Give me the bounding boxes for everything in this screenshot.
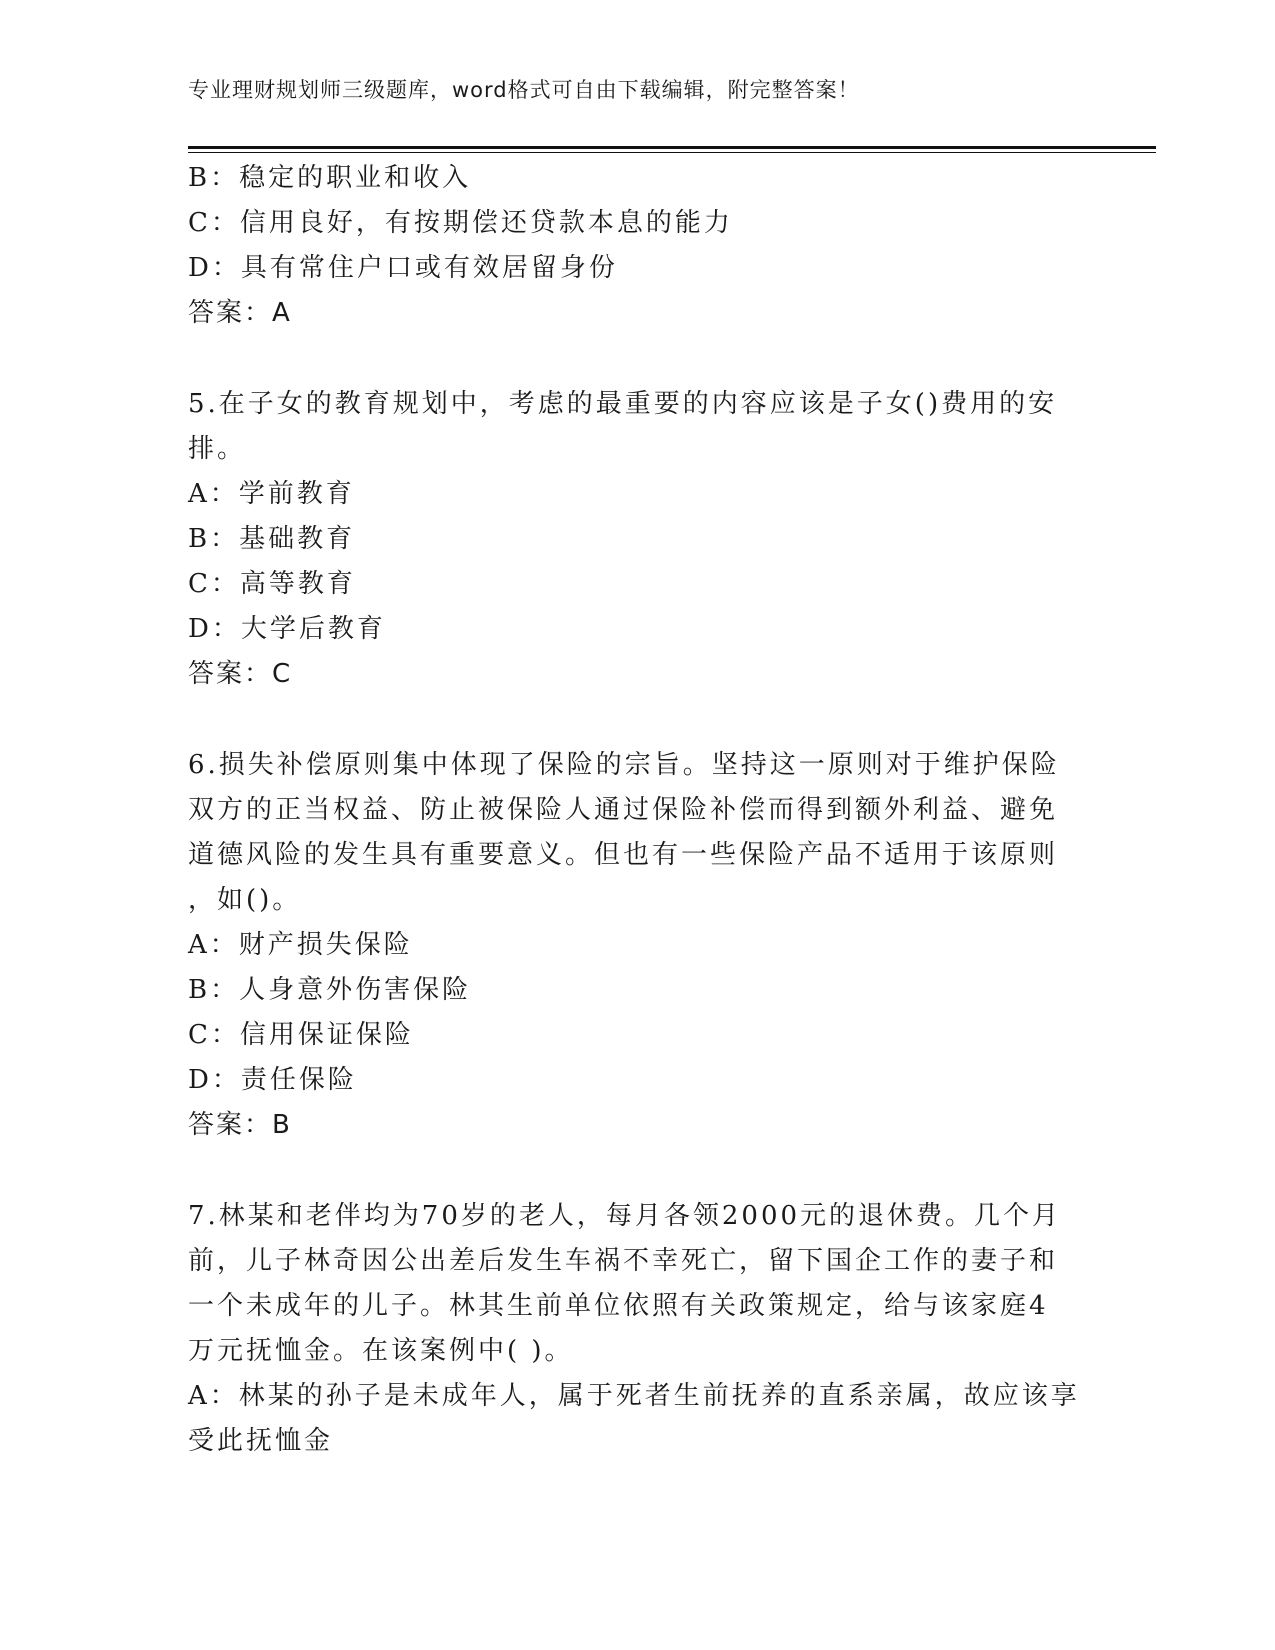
option-c: C：信用良好，有按期偿还贷款本息的能力: [188, 208, 733, 238]
question-stem: [188, 382, 1068, 472]
spacer: [188, 697, 1068, 743]
option-a: A：财产损失保险: [188, 930, 413, 960]
answer: 答案：C: [188, 659, 293, 689]
option-b: B：人身意外伤害保险: [188, 975, 472, 1005]
option-d: D：具有常住户口或有效居留身份: [188, 253, 618, 283]
stem-line: 6.损失补偿原则集中体现了保险的宗旨。坚持这一原则对于维护保险: [188, 750, 1060, 780]
stem-line: 5.在子女的教育规划中，考虑的最重要的内容应该是子女()费用的安: [188, 389, 1058, 419]
option-a-continued: 受此抚恤金: [188, 1426, 334, 1456]
stem-line: 双方的正当权益、防止被保险人通过保险补偿而得到额外利益、避免: [188, 795, 1059, 825]
stem-line: ，如()。: [188, 885, 302, 915]
question-6: [188, 743, 1068, 1148]
question-7: [188, 1194, 1080, 1464]
stem-line: 万元抚恤金。在该案例中( )。: [188, 1336, 574, 1366]
stem-line: 排。: [188, 434, 247, 464]
option-b: B：稳定的职业和收入: [188, 163, 472, 193]
option-d: D：责任保险: [188, 1065, 357, 1095]
stem-line: 前，儿子林奇因公出差后发生车祸不幸死亡，留下国企工作的妻子和: [188, 1246, 1059, 1276]
option-c: C：高等教育: [188, 569, 356, 599]
question-5: [188, 382, 1068, 697]
header-rule-thin: [188, 152, 1156, 153]
stem-line: 7.林某和老伴均为70岁的老人，每月各领2000元的退休费。几个月: [188, 1201, 1062, 1231]
document-body: [188, 156, 1080, 1464]
question-stem: [188, 743, 1068, 923]
option-c: C：信用保证保险: [188, 1020, 414, 1050]
question-stem: [188, 1194, 1068, 1374]
answer: 答案：A: [188, 298, 292, 328]
option-b: B：基础教育: [188, 524, 356, 554]
page-header: 专业理财规划师三级题库，word格式可自由下载编辑，附完整答案！: [188, 78, 860, 102]
header-rule-thick: [188, 146, 1156, 149]
answer: 答案：B: [188, 1110, 292, 1140]
option-a: A：学前教育: [188, 479, 355, 509]
stem-line: 道德风险的发生具有重要意义。但也有一些保险产品不适用于该原则: [188, 840, 1059, 870]
option-a: A：林某的孙子是未成年人，属于死者生前抚养的直系亲属，故应该享: [188, 1381, 1080, 1411]
spacer: [188, 336, 1068, 382]
stem-line: 一个未成年的儿子。林其生前单位依照有关政策规定，给与该家庭4: [188, 1291, 1049, 1321]
option-d: D：大学后教育: [188, 614, 386, 644]
spacer: [188, 1148, 1068, 1194]
question-4-continued: [188, 156, 1068, 336]
